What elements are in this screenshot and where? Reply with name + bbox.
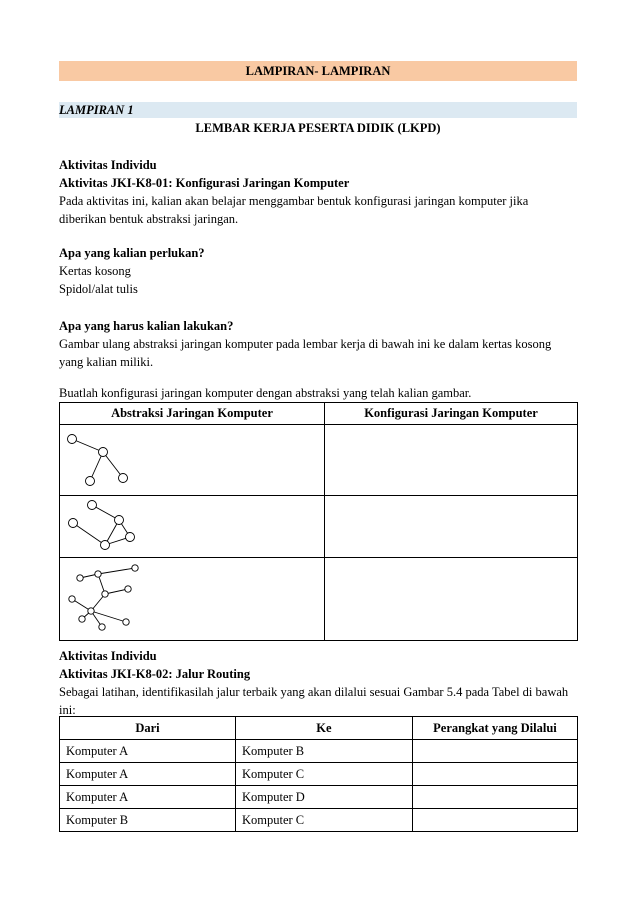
configuration-cell-3[interactable] bbox=[325, 558, 578, 641]
cell-ke: Komputer C bbox=[235, 809, 412, 832]
table-row bbox=[60, 809, 578, 832]
todo-heading: Apa yang harus kalian lakukan? bbox=[59, 319, 234, 333]
header-perangkat: Perangkat yang Dilalui bbox=[412, 717, 577, 740]
table-header-row bbox=[60, 403, 578, 425]
instruction-text: Buatlah konfigurasi jaringan komputer dengan abstraksi yang telah kalian gambar. bbox=[59, 386, 472, 400]
table-header-row bbox=[60, 717, 578, 740]
abstraction-table bbox=[59, 402, 578, 641]
table-row bbox=[60, 496, 578, 558]
cell-dari: Komputer A bbox=[60, 740, 236, 763]
abstraction-cell-1 bbox=[60, 425, 325, 496]
header-konfigurasi: Konfigurasi Jaringan Komputer bbox=[325, 403, 578, 425]
cell-perangkat[interactable] bbox=[412, 740, 577, 763]
cell-dari: Komputer B bbox=[60, 809, 236, 832]
cell-perangkat[interactable] bbox=[412, 809, 577, 832]
header-ke: Ke bbox=[235, 717, 412, 740]
needs-item-2: Spidol/alat tulis bbox=[59, 282, 138, 296]
activity2-description: Sebagai latihan, identifikasilah jalur terbaik yang akan dilalui sesuai Gambar 5.4 pada Tabel di bawah ini: bbox=[59, 685, 569, 717]
table-row bbox=[60, 425, 578, 496]
cell-dari: Komputer A bbox=[60, 763, 236, 786]
cell-ke: Komputer C bbox=[235, 763, 412, 786]
activity2-type: Aktivitas Individu bbox=[59, 649, 157, 663]
configuration-cell-2[interactable] bbox=[325, 496, 578, 558]
configuration-cell-1[interactable] bbox=[325, 425, 578, 496]
table-row bbox=[60, 740, 578, 763]
network-diagram-3 bbox=[60, 558, 324, 636]
section-band: LAMPIRAN 1 bbox=[59, 102, 577, 118]
activity1-description: Pada aktivitas ini, kalian akan belajar menggambar bentuk konfigurasi jaringan komputer jika diberikan bentuk abstraksi jaringan. bbox=[59, 194, 529, 226]
needs-item-1: Kertas kosong bbox=[59, 264, 131, 278]
cell-perangkat[interactable] bbox=[412, 786, 577, 809]
table-row bbox=[60, 786, 578, 809]
cell-perangkat[interactable] bbox=[412, 763, 577, 786]
abstraction-cell-2 bbox=[60, 496, 325, 558]
network-diagram-1 bbox=[60, 425, 324, 491]
needs-heading: Apa yang kalian perlukan? bbox=[59, 246, 205, 260]
header-abstraksi: Abstraksi Jaringan Komputer bbox=[60, 403, 325, 425]
activity1-type: Aktivitas Individu bbox=[59, 158, 157, 172]
abstraction-cell-3 bbox=[60, 558, 325, 641]
activity1-title: Aktivitas JKI-K8-01: Konfigurasi Jaringan Komputer bbox=[59, 176, 350, 190]
todo-text: Gambar ulang abstraksi jaringan komputer pada lembar kerja di bawah ini ke dalam kertas kosong yang kalian miliki. bbox=[59, 337, 552, 369]
table-row bbox=[60, 558, 578, 641]
header-dari: Dari bbox=[60, 717, 236, 740]
network-diagram-2 bbox=[60, 496, 324, 553]
table-row bbox=[60, 763, 578, 786]
cell-ke: Komputer D bbox=[235, 786, 412, 809]
activity2-title: Aktivitas JKI-K8-02: Jalur Routing bbox=[59, 667, 251, 681]
worksheet-title: LEMBAR KERJA PESERTA DIDIK (LKPD) bbox=[195, 121, 441, 135]
header-band: LAMPIRAN- LAMPIRAN bbox=[59, 61, 577, 81]
cell-dari: Komputer A bbox=[60, 786, 236, 809]
routing-table bbox=[59, 716, 578, 832]
cell-ke: Komputer B bbox=[235, 740, 412, 763]
